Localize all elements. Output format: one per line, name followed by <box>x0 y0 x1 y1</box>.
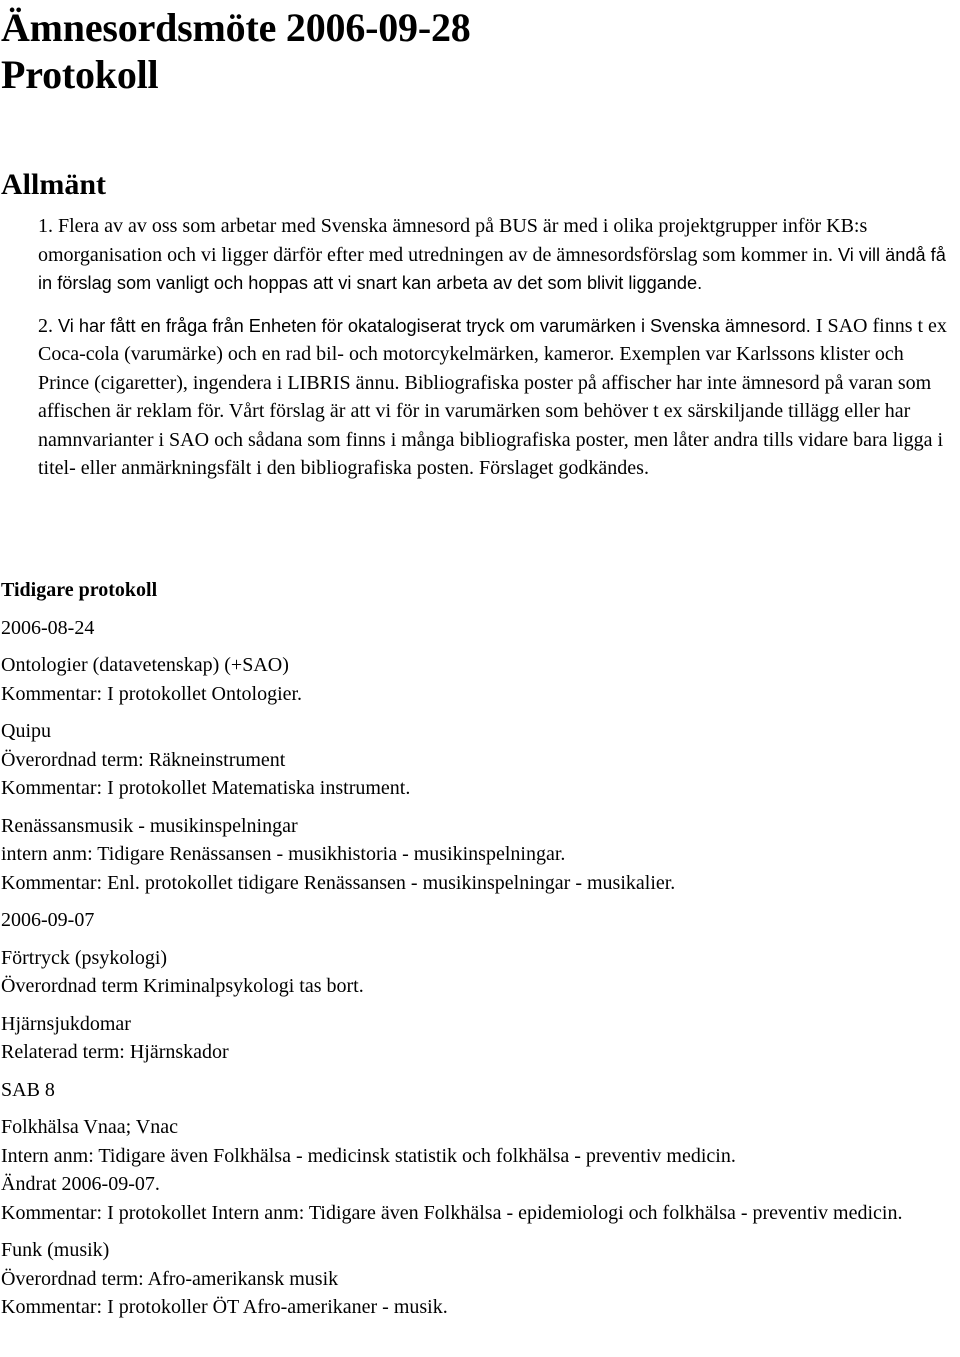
term-line: Kommentar: I protokollet Matematiska instrument. <box>1 777 411 799</box>
title-line-1: Ämnesordsmöte 2006-09-28 <box>1 5 471 50</box>
term-block <box>1 1236 956 1322</box>
term-line: Kommentar: Enl. protokollet tidigare Renässansen - musikinspelningar - musikalier. <box>1 871 676 894</box>
section-heading-allmant: Allmänt <box>1 168 106 201</box>
term-block <box>1 651 956 708</box>
term-line: Ändrat 2006-09-07. <box>1 1173 160 1195</box>
term-line: SAB 8 <box>1 1078 55 1101</box>
term-block <box>1 944 956 1001</box>
list-item <box>0 212 960 298</box>
date-heading: 2006-09-07 <box>1 909 95 931</box>
term-block <box>1 717 956 803</box>
term-block <box>1 1076 956 1105</box>
previous-protocol-section <box>1 576 956 1331</box>
term-line: Intern anm: Tidigare även Folkhälsa - medicinsk statistik och folkhälsa - preventiv medicin. <box>1 1144 736 1167</box>
term-line: Quipu <box>1 720 51 742</box>
term-block <box>1 812 956 898</box>
page-title <box>1 4 471 98</box>
term-line: Överordnad term: Afro-amerikansk musik <box>1 1267 339 1290</box>
term-line: Kommentar: I protokoller ÖT Afro-amerikaner - musik. <box>1 1296 448 1318</box>
list-item-text-sans: Vi har fått en fråga från Enheten för okatalogiserat tryck om varumärken i Svenska ämnesord. <box>58 315 811 336</box>
term-line: Funk (musik) <box>1 1239 110 1261</box>
term-line: Ontologier (datavetenskap) (+SAO) <box>1 654 289 676</box>
term-line: Överordnad term Kriminalpsykologi tas bort. <box>1 975 364 997</box>
term-line: Folkhälsa Vnaa; Vnac <box>1 1116 179 1138</box>
term-line: Hjärnsjukdomar <box>1 1012 131 1035</box>
term-block <box>1 1010 956 1067</box>
numbered-list <box>0 212 960 497</box>
list-item-text: Flera av av oss som arbetar med Svenska ämnesord på BUS är med i olika projektgrupper inför KB:s omorganisation och vi ligger därför efter med utredningen av de ämnesordsförslag som kommer in. <box>38 215 868 266</box>
title-line-2: Protokoll <box>1 52 159 97</box>
date-heading: 2006-08-24 <box>1 616 95 639</box>
term-line: intern anm: Tidigare Renässansen - musikhistoria - musikinspelningar. <box>1 843 566 865</box>
previous-protocol-heading: Tidigare protokoll <box>1 579 158 601</box>
list-item-number: 2. <box>38 314 53 337</box>
term-line: Överordnad term: Räkneinstrument <box>1 748 286 771</box>
term-line: Kommentar: I protokollet Intern anm: Tidigare även Folkhälsa - epidemiologi och folkhälsa - preventiv medicin. <box>1 1201 903 1224</box>
list-item-text: I SAO finns t ex Coca-cola (varumärke) och en rad bil- och motorcykelmärken, kameror. Exemplen var Karlssons klister och Prince (cigaretter), ingendera i LIBRIS ännu. Bibliografiska poster på affischer har inte ämnesord på varan som affischen är reklam för. Vårt förslag är att vi för in varumärken som behöver t ex särskiljande tillägg eller har namnvarianter i SAO och sådana som finns i många bibliografiska poster, men låter andra tills vidare bara ligga i titel- eller anmärkningsfält i den bibliografiska posten. Förslaget godkändes. <box>38 314 947 479</box>
term-line: Förtryck (psykologi) <box>1 946 168 969</box>
list-item <box>0 312 960 483</box>
term-line: Relaterad term: Hjärnskador <box>1 1041 229 1063</box>
list-item-text-sans: Vi vill ändå få in förslag som vanligt och hoppas att vi snart kan arbeta av det som blivit liggande. <box>38 244 946 293</box>
term-line: Renässansmusik - musikinspelningar <box>1 814 298 837</box>
list-item-number: 1. <box>38 215 53 237</box>
term-line: Kommentar: I protokollet Ontologier. <box>1 682 303 705</box>
term-block <box>1 1113 956 1227</box>
